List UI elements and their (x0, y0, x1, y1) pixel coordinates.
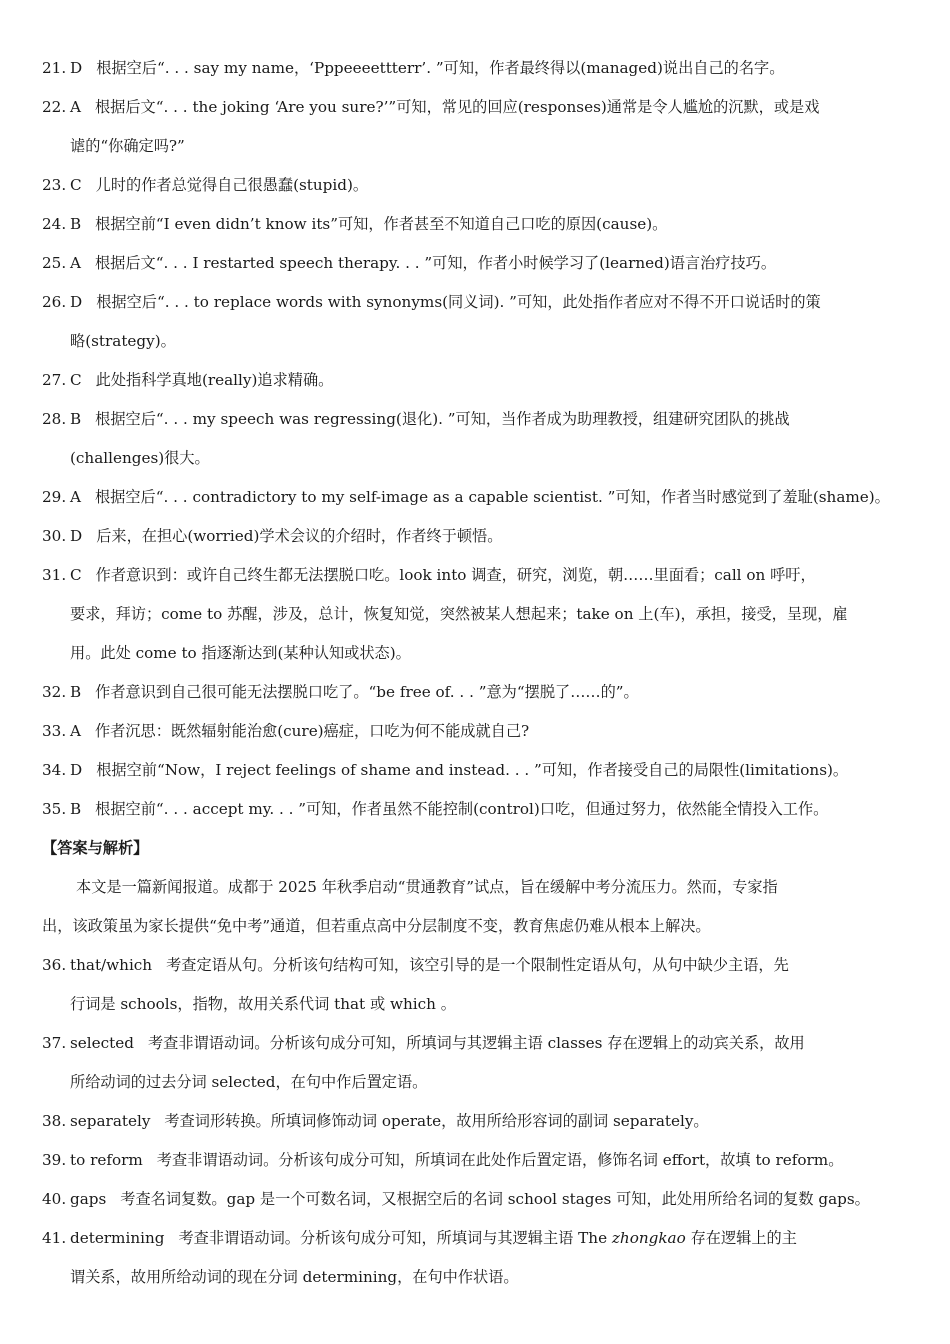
item-number: 29. (42, 488, 67, 506)
item-number: 38. (42, 1112, 67, 1130)
answer-item-31-continued-2: 用。此处 come to 指逐渐达到(某种认知或状态)。 (70, 644, 411, 662)
item-number: 34. (42, 761, 67, 779)
item-number: 27. (42, 371, 67, 389)
item-answer: B (70, 683, 82, 701)
item-number: 26. (42, 293, 67, 311)
answer-item-28 (42, 409, 910, 429)
item-number: 30. (42, 527, 67, 545)
item-explanation: 考查非谓语动词。分析该句成分可知，所填词与其逻辑主语 classes 存在逻辑上的动宾关系，故用 (147, 1034, 805, 1052)
item-answer: A (70, 722, 81, 740)
item-explanation-italic-term: zhongkao (611, 1229, 686, 1247)
item-number: 40. (42, 1190, 67, 1208)
item-answer: selected (70, 1034, 134, 1052)
item-answer: D (70, 293, 83, 311)
answer-item-26 (42, 292, 910, 312)
item-answer: gaps (70, 1190, 107, 1208)
item-answer: B (70, 800, 82, 818)
item-number: 28. (42, 410, 67, 428)
item-number: 23. (42, 176, 67, 194)
item-number: 33. (42, 722, 67, 740)
item-number: 35. (42, 800, 67, 818)
item-explanation: 考查词形转换。所填词修饰动词 operate，故用所给形容词的副词 separately。 (164, 1112, 709, 1130)
item-explanation: 根据空后“. . . my speech was regressing(退化). ”可知，当作者成为助理教授，组建研究团队的挑战 (95, 410, 790, 428)
answer-item-24 (42, 214, 910, 234)
answer-item-41-continued: 谓关系，故用所给动词的现在分词 determining，在句中作状语。 (70, 1268, 519, 1286)
item-explanation: 此处指科学真地(really)追求精确。 (95, 371, 334, 389)
answer-item-41 (42, 1228, 910, 1248)
item-answer: separately (70, 1112, 151, 1130)
answer-item-31 (42, 565, 910, 585)
answer-item-40 (42, 1189, 910, 1209)
item-number: 39. (42, 1151, 67, 1169)
item-answer: D (70, 59, 83, 77)
answer-item-33 (42, 721, 910, 741)
item-explanation: 根据后文“. . . I restarted speech therapy. . . ”可知，作者小时候学习了(learned)语言治疗技巧。 (94, 254, 777, 272)
item-explanation: 根据空后“. . . to replace words with synonyms(同义词). ”可知，此处指作者应对不得不开口说话时的策 (96, 293, 821, 311)
answer-item-37 (42, 1033, 910, 1053)
answer-item-25 (42, 253, 910, 273)
answer-item-32 (42, 682, 910, 702)
item-answer: C (70, 566, 82, 584)
item-number: 25. (42, 254, 67, 272)
answer-item-38 (42, 1111, 910, 1131)
item-answer: B (70, 410, 82, 428)
item-answer: B (70, 215, 82, 233)
answer-item-37-continued: 所给动词的过去分词 selected，在句中作后置定语。 (70, 1073, 428, 1091)
answer-item-29 (42, 487, 910, 507)
item-explanation-start: 考查非谓语动词。分析该句成分可知，所填词与其逻辑主语 The (178, 1229, 612, 1247)
answer-item-34 (42, 760, 910, 780)
item-explanation: 考查非谓语动词。分析该句成分可知，所填词在此处作后置定语，修饰名词 effort，故填 to reform。 (156, 1151, 844, 1169)
item-explanation: 根据空前“. . . accept my. . . ”可知，作者虽然不能控制(control)口吃，但通过努力，依然能全情投入工作。 (95, 800, 829, 818)
item-explanation: 作者意识到：或许自己终生都无法摆脱口吃。look into 调查，研究，浏览，朝……里面看；call on 呼吁， (95, 566, 816, 584)
answer-item-22 (42, 97, 910, 117)
item-number: 22. (42, 98, 67, 116)
item-answer: D (70, 527, 83, 545)
item-explanation: 根据空后“. . . say my name，‘Pppeeeettterr’. ”可知，作者最终得以(managed)说出自己的名字。 (96, 59, 785, 77)
item-answer: determining (70, 1229, 165, 1247)
answer-item-36 (42, 955, 910, 975)
item-explanation-end: 存在逻辑上的主 (685, 1229, 797, 1247)
item-answer: A (70, 98, 81, 116)
answer-item-31-continued: 要求，拜访；come to 苏醒，涉及，总计，恢复知觉，突然被某人想起来；take on 上(车)，承担，接受，呈现，雇 (70, 605, 848, 623)
item-explanation: 作者沉思：既然辐射能治愈(cure)癌症，口吃为何不能成就自己? (94, 722, 530, 740)
section-heading: 【答案与解析】 (42, 839, 149, 857)
answer-item-27 (42, 370, 910, 390)
item-answer: to reform (70, 1151, 143, 1169)
answer-item-39 (42, 1150, 910, 1170)
answer-item-30 (42, 526, 910, 546)
item-explanation: 儿时的作者总觉得自己很愚蠢(stupid)。 (95, 176, 369, 194)
item-explanation: 后来，在担心(worried)学术会议的介绍时，作者终于顿悟。 (96, 527, 503, 545)
item-number: 24. (42, 215, 67, 233)
item-explanation: 根据空后“. . . contradictory to my self-image as a capable scientist. ”可知，作者当时感觉到了羞耻(shame)。 (94, 488, 890, 506)
item-answer: that/which (70, 956, 153, 974)
answer-item-21 (42, 58, 910, 78)
item-number: 36. (42, 956, 67, 974)
item-number: 41. (42, 1229, 67, 1247)
item-explanation: 根据空前“I even didn’t know its”可知，作者甚至不知道自己口吃的原因(cause)。 (95, 215, 668, 233)
answer-item-23 (42, 175, 910, 195)
item-explanation: 根据空前“Now，I reject feelings of shame and instead. . . ”可知，作者接受自己的局限性(limitations)。 (96, 761, 849, 779)
item-explanation: 考查定语从句。分析该句结构可知，该空引导的是一个限制性定语从句，从句中缺少主语，先 (166, 956, 789, 974)
intro-paragraph-line-1: 本文是一篇新闻报道。成都于 2025 年秋季启动“贯通教育”试点，旨在缓解中考分流压力。然而，专家指 (76, 878, 778, 896)
item-number: 37. (42, 1034, 67, 1052)
answer-item-36-continued: 行词是 schools，指物，故用关系代词 that 或 which 。 (70, 995, 456, 1013)
item-answer: C (70, 176, 82, 194)
item-number: 32. (42, 683, 67, 701)
answer-item-22-continued: 谑的“你确定吗?” (70, 137, 185, 155)
answer-item-28-continued: (challenges)很大。 (70, 449, 210, 467)
item-answer: D (70, 761, 83, 779)
answer-item-35 (42, 799, 910, 819)
item-number: 31. (42, 566, 67, 584)
item-explanation: 作者意识到自己很可能无法摆脱口吃了。“be free of. . . ”意为“摆脱了……的”。 (95, 683, 639, 701)
item-explanation: 根据后文“. . . the joking ‘Are you sure?’”可知，常见的回应(responses)通常是令人尴尬的沉默，或是戏 (94, 98, 820, 116)
item-explanation: 考查名词复数。gap 是一个可数名词，又根据空后的名词 school stages 可知，此处用所给名词的复数 gaps。 (120, 1190, 870, 1208)
item-number: 21. (42, 59, 67, 77)
intro-paragraph-line-2: 出，该政策虽为家长提供“免中考”通道，但若重点高中分层制度不变，教育焦虑仍难从根本上解决。 (42, 917, 711, 935)
item-answer: A (70, 254, 81, 272)
answer-item-26-continued: 略(strategy)。 (70, 332, 176, 350)
item-answer: C (70, 371, 82, 389)
item-answer: A (70, 488, 81, 506)
